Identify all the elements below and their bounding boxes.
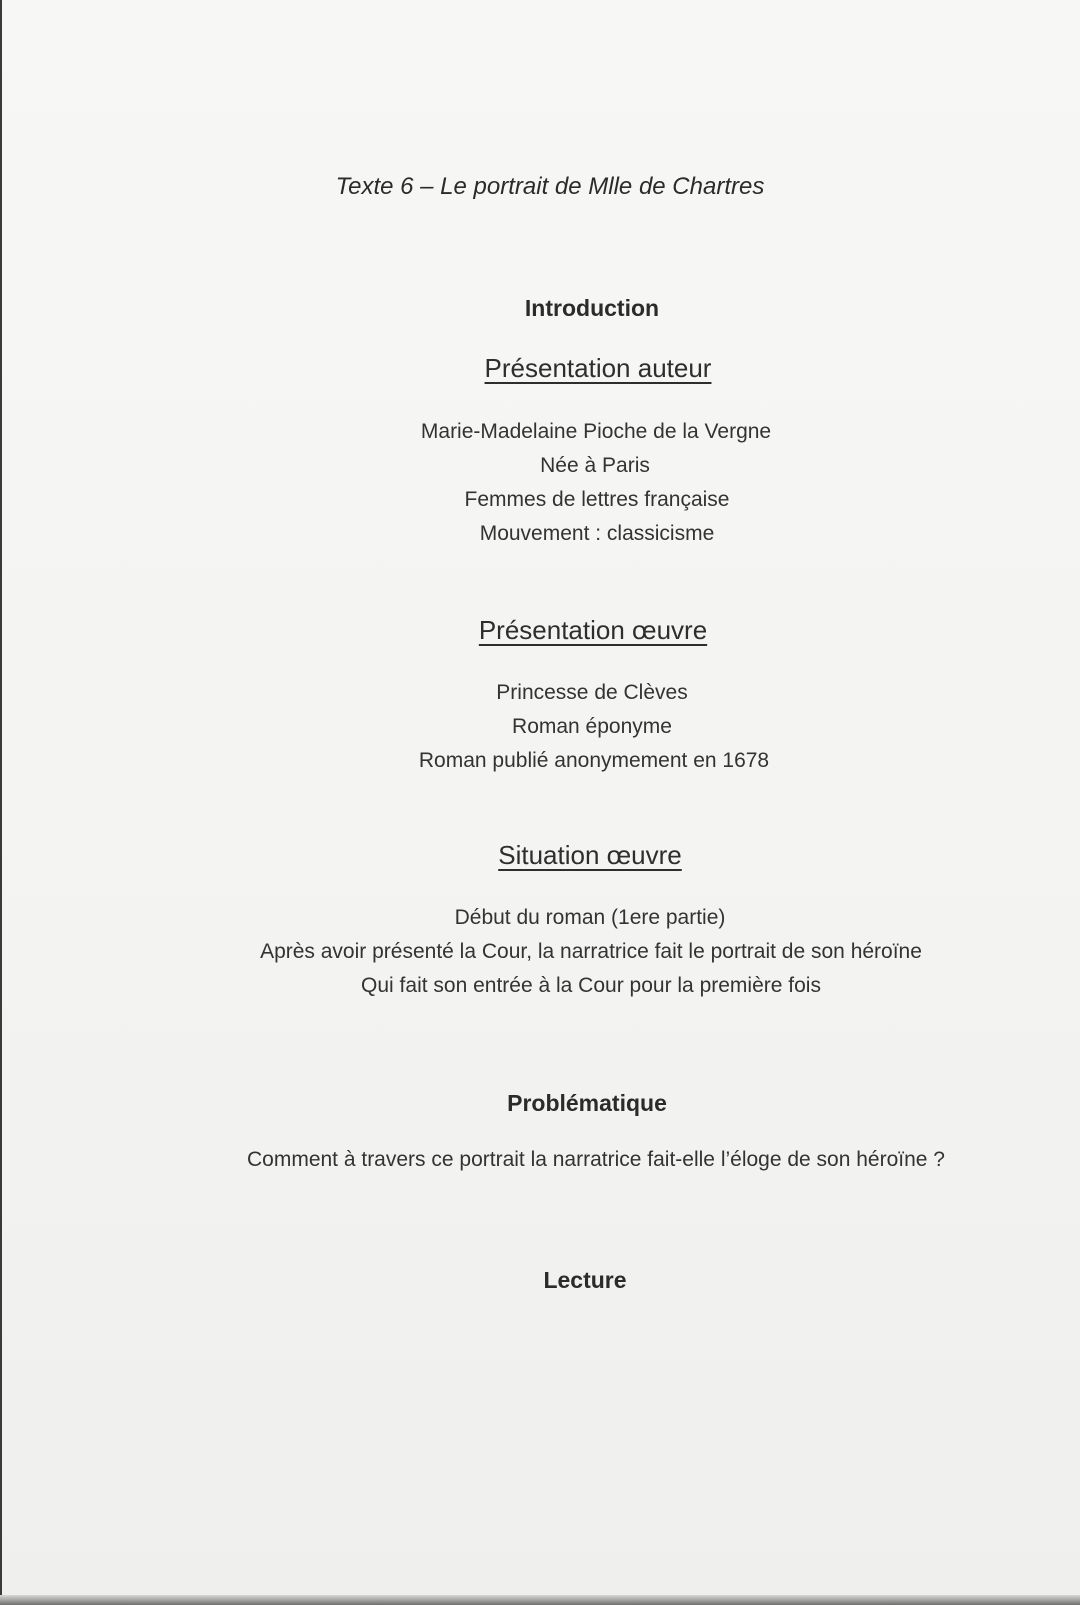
document-title-text: Texte 6 – Le portrait de Mlle de Chartres [335,173,765,200]
oeuvre-line-3: Roman publié anonymement en 1678 [418,749,770,772]
lecture-heading: Lecture [543,1267,627,1293]
auteur-line-4: Mouvement : classicisme [479,522,715,545]
auteur-line-1: Marie-Madelaine Pioche de la Vergne [420,420,772,443]
auteur-line-2: Née à Paris [540,454,650,477]
auteur-line-3: Femmes de lettres française [464,488,730,511]
situation-line-2: Après avoir présenté la Cour, la narratrice fait le portrait de son héroïne [260,940,922,963]
oeuvre-heading: Présentation œuvre [478,615,708,645]
auteur-heading: Présentation auteur [484,353,712,383]
page-bottom-edge [0,1595,1080,1605]
page-left-edge [0,0,2,1605]
document-title [0,173,1080,201]
situation-line-1: Début du roman (1ere partie) [454,906,726,929]
situation-line-3: Qui fait son entrée à la Cour pour la première fois [361,974,821,997]
oeuvre-line-2: Roman éponyme [512,715,672,738]
introduction-heading: Introduction [524,295,660,321]
problematique-question: Comment à travers ce portrait la narratrice fait-elle l’éloge de son héroïne ? [246,1148,945,1171]
situation-heading: Situation œuvre [498,840,682,870]
oeuvre-line-1: Princesse de Clèves [496,681,688,704]
problematique-heading: Problématique [507,1090,667,1116]
